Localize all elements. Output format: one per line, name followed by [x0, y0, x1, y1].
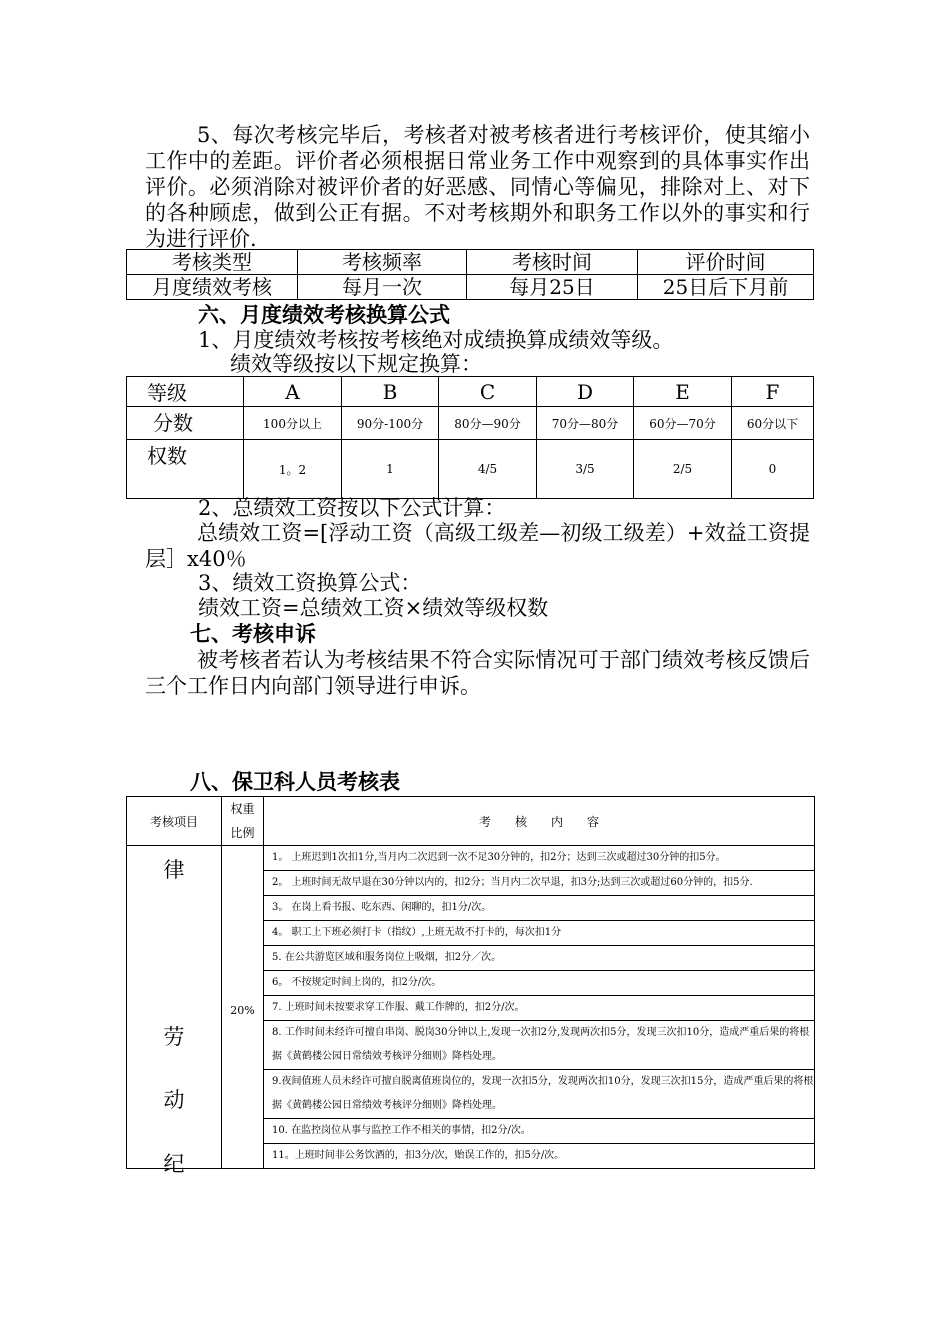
grade-row [127, 377, 814, 407]
table-cell: 每月25日 [467, 275, 638, 300]
assessment-schedule-table [126, 249, 814, 300]
list-item: 6。 不按规定时间上岗的，扣2分/次。 [264, 971, 815, 996]
table-row [127, 275, 814, 300]
section7-heading: 七、考核申诉 [190, 622, 316, 646]
section6-heading: 六、月度绩效考核换算公式 [198, 303, 450, 327]
score-cell: 80分—90分 [439, 407, 537, 440]
table-cell: 25日后下月前 [638, 275, 814, 300]
grade-cell: E [634, 377, 732, 407]
section6-line4: 3、绩效工资换算公式： [198, 571, 422, 595]
section6-formula1: 总绩效工资=[浮动工资（高级工级差—初级工级差）+效益工资提层］x40％ [145, 521, 810, 571]
section6-line2: 绩效等级按以下规定换算： [230, 352, 482, 376]
security-staff-assessment-table [126, 796, 815, 1176]
list-item: 3。 在岗上看书报、吃东西、闲聊的，扣1分/次。 [264, 896, 815, 921]
grade-conversion-table [126, 376, 814, 499]
list-item: 5. 在公共游览区域和服务岗位上吸烟，扣2分／次。 [264, 946, 815, 971]
section6-line3: 2、总绩效工资按以下公式计算： [198, 496, 506, 520]
row-label: 等级 [127, 377, 244, 407]
list-item: 1。 上班迟到1次扣1分,当月内二次迟到一次不足30分钟的，扣2分；达到三次或超过30分钟的扣5分。 [264, 846, 815, 871]
section6-line1: 1、月度绩效考核按考核绝对成绩换算成绩效等级。 [198, 328, 674, 352]
table-row [127, 846, 815, 871]
category-char: 动 [163, 1088, 185, 1112]
weight-cell: 4/5 [439, 440, 537, 499]
grade-cell: F [732, 377, 814, 407]
weight-row [127, 440, 814, 499]
table-header-cell: 考核时间 [467, 250, 638, 275]
list-item: 11。上班时间非公务饮酒的，扣3分/次，贻误工作的，扣5分/次。 [264, 1144, 815, 1169]
list-item: 7. 上班时间未按要求穿工作服、戴工作牌的，扣2分/次。 [264, 996, 815, 1021]
category-char: 纪 [163, 1152, 185, 1176]
weight-cell: 1。2 [244, 440, 342, 499]
score-cell: 70分—80分 [537, 407, 634, 440]
col-header-item: 考核项目 [127, 797, 222, 846]
weight-cell: 3/5 [537, 440, 634, 499]
section8-heading: 八、保卫科人员考核表 [190, 770, 400, 794]
section6-formula2: 绩效工资=总绩效工资×绩效等级权数 [198, 596, 549, 620]
category-char: 律 [163, 858, 185, 882]
col-header-weight-line2: 比例 [230, 826, 255, 840]
grade-cell: C [439, 377, 537, 407]
grade-cell: B [342, 377, 439, 407]
table-header-cell: 考核频率 [298, 250, 467, 275]
col-header-weight-line1: 权重 [230, 802, 255, 816]
table-cell: 月度绩效考核 [127, 275, 298, 300]
table-header-cell: 评价时间 [638, 250, 814, 275]
category-cell [127, 846, 222, 1176]
weight-cell: 0 [732, 440, 814, 499]
grade-cell: D [537, 377, 634, 407]
list-item: 10. 在监控岗位从事与监控工作不相关的事情，扣2分/次。 [264, 1119, 815, 1144]
score-cell: 90分-100分 [342, 407, 439, 440]
list-item: 4。 职工上下班必须打卡（指纹）,上班无故不打卡的，每次扣1分 [264, 921, 815, 946]
table-header-cell: 考核类型 [127, 250, 298, 275]
table-cell: 每月一次 [298, 275, 467, 300]
grade-cell: A [244, 377, 342, 407]
list-item: 2。 上班时间无故早退在30分钟以内的，扣2分；当月内二次早退，扣3分;达到三次或超过60分钟的，扣5分. [264, 871, 815, 896]
category-char: 劳 [163, 1025, 185, 1049]
col-header-weight [222, 797, 264, 846]
row-label: 权数 [127, 440, 244, 499]
list-item: 8. 工作时间未经许可擅自串岗、脱岗30分钟以上,发现一次扣2分,发现两次扣5分，发现三次扣10分，造成严重后果的将根据《黄鹤楼公园日常绩效考核评分细则》降档处理。 [264, 1021, 815, 1070]
row-label: 分数 [127, 407, 244, 440]
table-header-row [127, 250, 814, 275]
section5-paragraph: 5、每次考核完毕后，考核者对被考核者进行考核评价，使其缩小工作中的差距。评价者必须根据日常业务工作中观察到的具体事实作出评价。必须消除对被评价者的好恶感、同情心等偏见，排除对上、对下的各种顾虑，做到公正有据。不对考核期外和职务工作以外的事实和行为进行评价. [145, 123, 810, 251]
weight-cell: 2/5 [634, 440, 732, 499]
table-header-row [127, 797, 815, 846]
score-cell: 60分以下 [732, 407, 814, 440]
score-cell: 60分—70分 [634, 407, 732, 440]
weight-cell: 20% [222, 846, 264, 1169]
col-header-content: 考 核 内 容 [264, 797, 815, 846]
weight-cell: 1 [342, 440, 439, 499]
list-item: 9.夜间值班人员未经许可擅自脱离值班岗位的，发现一次扣5分，发现两次扣10分，发现三次扣15分，造成严重后果的将根据《黄鹤楼公园日常绩效考核评分细则》降档处理。 [264, 1070, 815, 1119]
section7-paragraph: 被考核者若认为考核结果不符合实际情况可于部门绩效考核反馈后三个工作日内向部门领导进行申诉。 [145, 648, 810, 698]
score-cell: 100分以上 [244, 407, 342, 440]
score-row [127, 407, 814, 440]
